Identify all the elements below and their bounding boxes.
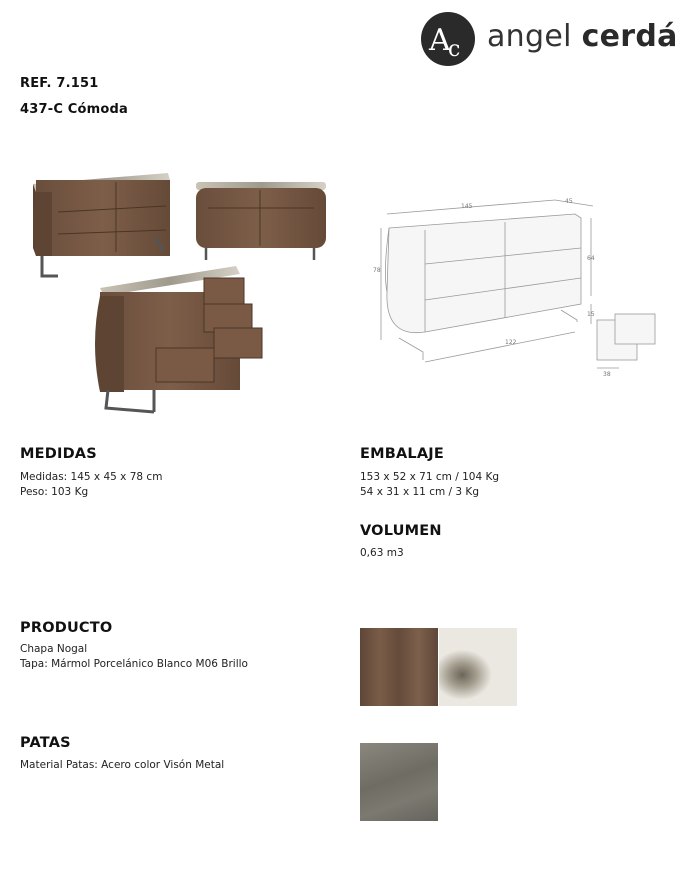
- volumen-value: 0,63 m3: [360, 547, 404, 559]
- producto-veneer: Chapa Nogal: [20, 643, 88, 655]
- marble-top-swatch: [439, 628, 517, 706]
- patas-title: PATAS: [20, 735, 71, 751]
- producto-top: Tapa: Mármol Porcelánico Blanco M06 Brillo: [20, 658, 248, 670]
- drawing-dim-inner-height: 64: [587, 255, 595, 262]
- technical-drawing: [365, 192, 685, 382]
- product-reference: REF. 7.151: [20, 76, 99, 91]
- photo-chest-angled: [33, 173, 170, 276]
- drawing-dim-base: 122: [505, 339, 517, 346]
- brand-logo-mark: [421, 12, 475, 66]
- photo-chest-front: [196, 182, 326, 260]
- drawing-dim-small: 38: [603, 371, 611, 378]
- brand-logo-text: angel cerdá: [487, 19, 678, 54]
- medidas-weight: Peso: 103 Kg: [20, 486, 89, 498]
- embalaje-title: EMBALAJE: [360, 446, 444, 462]
- patas-material: Material Patas: Acero color Visón Metal: [20, 759, 225, 771]
- drawing-dim-leg: 15: [587, 311, 595, 318]
- svg-text:A: A: [429, 23, 451, 58]
- drawing-dim-height: 78: [373, 267, 381, 274]
- drawing-dim-depth: 45: [565, 198, 573, 205]
- embalaje-line-1: 153 x 52 x 71 cm / 104 Kg: [360, 471, 500, 483]
- drawing-dim-width: 145: [461, 203, 473, 210]
- svg-text:c: c: [448, 37, 461, 62]
- product-model: 437-C Cómoda: [20, 102, 129, 117]
- embalaje-line-2: 54 x 31 x 11 cm / 3 Kg: [360, 486, 479, 498]
- volumen-title: VOLUMEN: [360, 523, 442, 539]
- medidas-title: MEDIDAS: [20, 446, 97, 462]
- producto-title: PRODUCTO: [20, 620, 113, 636]
- steel-leg-swatch: [360, 743, 438, 821]
- medidas-dimensions: Medidas: 145 x 45 x 78 cm: [20, 471, 163, 483]
- photo-chest-open-drawers: [95, 266, 262, 412]
- walnut-veneer-swatch: [360, 628, 438, 706]
- product-photos: [28, 168, 338, 418]
